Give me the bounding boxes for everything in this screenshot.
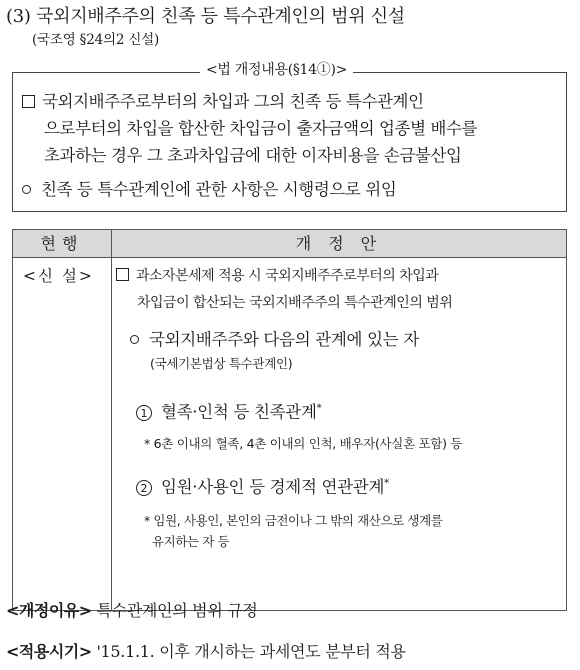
header-current: 현행: [13, 230, 112, 258]
table-header-row: [13, 230, 567, 258]
revised-line-2: 차입금이 합산되는 국외지배주주의 특수관계인의 범위: [137, 295, 453, 311]
numbered-item-1: [136, 397, 321, 425]
summary-item-1-line1: 국외지배주주로부터의 차입과 그의 친족 등 특수관계인: [42, 92, 424, 111]
comparison-table: [12, 229, 567, 611]
current-cell: [13, 258, 112, 611]
numbered-item-1-text: 혈족·인척 등 친족관계: [161, 402, 317, 422]
header-revised: 개 정 안: [112, 230, 567, 258]
table-row: [13, 258, 567, 611]
summary-box-label: <법 개정내용(§14①)>: [200, 60, 353, 80]
numbered-item-2-text: 임원·사용인 등 경제적 연관관계: [161, 477, 385, 497]
summary-item-2-text: 친족 등 특수관계인에 관한 사항은 시행령으로 위임: [41, 180, 397, 199]
current-value: <신 설>: [23, 267, 94, 285]
numbered-item-2-note-line2: 유지하는 자 등: [152, 534, 230, 549]
revised-sub-item-text: 국외지배주주와 다음의 관계에 있는 자: [149, 330, 420, 349]
summary-item-1-line3: 초과하는 경우 그 초과차입금에 대한 이자비용을 손금불산입: [44, 146, 462, 165]
revised-line-1: [116, 263, 438, 289]
circle-bullet-icon: [22, 185, 31, 194]
section-subtitle: (국조영 §24의2 신설): [32, 32, 160, 48]
revised-sub-item-note: (국세기본법상 특수관계인): [150, 356, 293, 371]
circled-number-1-icon: 1: [136, 405, 152, 421]
checkbox-square-icon: [116, 268, 129, 281]
effective-date-text: '15.1.1. 이후 개시하는 과세연도 분부터 적용: [96, 642, 406, 661]
numbered-item-2: [136, 472, 389, 500]
summary-item-2: [22, 176, 396, 203]
footnote-star: *: [384, 478, 389, 489]
revision-reason: [6, 600, 258, 622]
numbered-item-2-note-line1: * 임원, 사용인, 본인의 금전이나 그 밖의 재산으로 생계를: [144, 513, 443, 528]
effective-date: [6, 641, 406, 663]
revised-line-1-text: 과소자본세제 적용 시 국외지배주주로부터의 차입과: [136, 268, 439, 284]
section-title: (3) 국외지배주주의 친족 등 특수관계인의 범위 신설: [6, 6, 405, 27]
summary-item-1: [22, 88, 424, 115]
revision-reason-text: 특수관계인의 범위 규정: [96, 601, 258, 620]
revised-cell: [112, 258, 567, 611]
summary-item-1-line2: 으로부터의 차입을 합산한 차입금이 출자금액의 업종별 배수를: [44, 119, 478, 138]
numbered-item-1-note: * 6촌 이내의 혈족, 4촌 이내의 인척, 배우자(사실혼 포함) 등: [144, 436, 463, 451]
circled-number-2-icon: 2: [136, 480, 152, 496]
circle-bullet-icon: [130, 335, 139, 344]
footnote-star: *: [316, 403, 322, 414]
revised-sub-item: [130, 328, 419, 352]
effective-date-label: <적용시기>: [6, 642, 92, 661]
revision-reason-label: <개정이유>: [6, 601, 92, 620]
checkbox-square-icon: [22, 95, 35, 108]
